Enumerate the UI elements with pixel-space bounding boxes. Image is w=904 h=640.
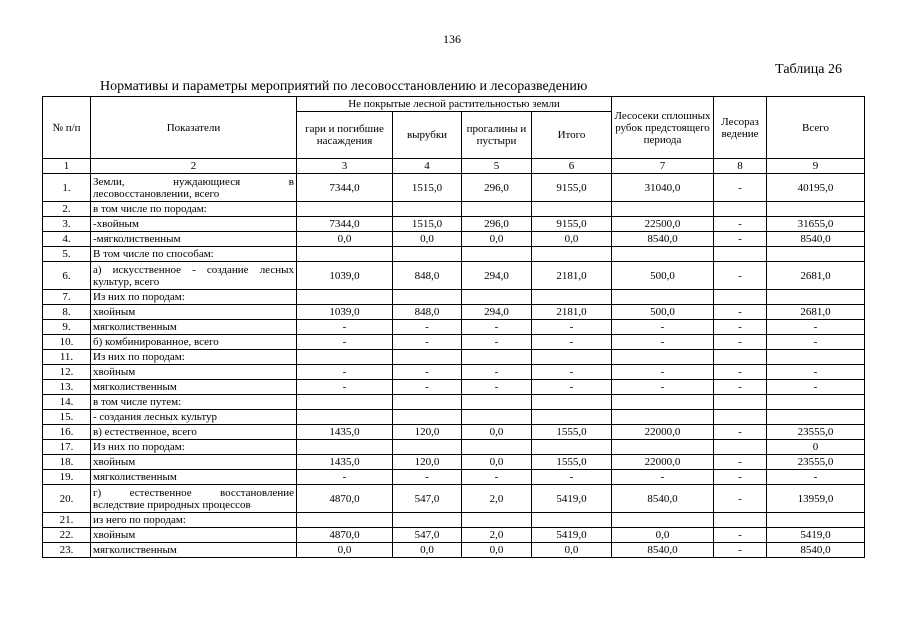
grand-total-value: - [767, 320, 865, 335]
burnt-value: 1039,0 [297, 262, 393, 290]
table-row [43, 528, 865, 543]
burnt-value: 0,0 [297, 543, 393, 558]
indicator-name: хвойным [91, 528, 297, 543]
glades-value: 296,0 [462, 174, 532, 202]
table-label: Таблица 26 [775, 62, 842, 77]
burnt-value: - [297, 470, 393, 485]
table-row [43, 410, 865, 425]
column-number: 1 [43, 159, 91, 174]
group-total-value [532, 202, 612, 217]
table-row [43, 513, 865, 528]
header-cuttings: вырубки [393, 112, 462, 159]
clearcuts-value: 500,0 [612, 262, 714, 290]
burnt-value [297, 247, 393, 262]
glades-value: - [462, 380, 532, 395]
header-indicators: Показатели [91, 97, 297, 159]
afforestation-value: - [714, 365, 767, 380]
clearcuts-value: 31040,0 [612, 174, 714, 202]
clearcuts-value [612, 350, 714, 365]
group-total-value: 1555,0 [532, 455, 612, 470]
cuttings-value: - [393, 470, 462, 485]
group-total-value [532, 395, 612, 410]
header-glades: прогалины и пустыри [462, 112, 532, 159]
afforestation-value: - [714, 380, 767, 395]
page-number: 136 [443, 32, 461, 46]
afforestation-value [714, 410, 767, 425]
table-row [43, 232, 865, 247]
header-burnt: гари и погибшие насаждения [297, 112, 393, 159]
group-total-value [532, 440, 612, 455]
row-number: 12. [43, 365, 91, 380]
group-total-value: 2181,0 [532, 262, 612, 290]
burnt-value [297, 350, 393, 365]
clearcuts-value [612, 440, 714, 455]
cuttings-value [393, 410, 462, 425]
indicator-name: хвойным [91, 305, 297, 320]
clearcuts-value: - [612, 470, 714, 485]
burnt-value: - [297, 380, 393, 395]
column-number: 9 [767, 159, 865, 174]
indicator-name: -хвойным [91, 217, 297, 232]
glades-value [462, 513, 532, 528]
clearcuts-value: - [612, 320, 714, 335]
table-row [43, 202, 865, 217]
afforestation-value: - [714, 543, 767, 558]
cuttings-value [393, 395, 462, 410]
indicator-name: мягколиственным [91, 320, 297, 335]
clearcuts-value: 22500,0 [612, 217, 714, 232]
glades-value [462, 350, 532, 365]
indicator-name: Из них по породам: [91, 440, 297, 455]
indicator-name: мягколиственным [91, 543, 297, 558]
indicator-name: в том числе по породам: [91, 202, 297, 217]
afforestation-value: - [714, 305, 767, 320]
clearcuts-value: - [612, 335, 714, 350]
grand-total-value: - [767, 335, 865, 350]
cuttings-value: 547,0 [393, 485, 462, 513]
glades-value: 294,0 [462, 262, 532, 290]
row-number: 21. [43, 513, 91, 528]
clearcuts-value: 8540,0 [612, 485, 714, 513]
cuttings-value: - [393, 335, 462, 350]
group-total-value [532, 350, 612, 365]
glades-value [462, 440, 532, 455]
grand-total-value: 31655,0 [767, 217, 865, 232]
row-number: 14. [43, 395, 91, 410]
column-number: 3 [297, 159, 393, 174]
clearcuts-value: 8540,0 [612, 543, 714, 558]
cuttings-value: 848,0 [393, 305, 462, 320]
indicator-name: б) комбинированное, всего [91, 335, 297, 350]
grand-total-value: 23555,0 [767, 455, 865, 470]
burnt-value: 4870,0 [297, 485, 393, 513]
row-number: 18. [43, 455, 91, 470]
glades-value: 2,0 [462, 528, 532, 543]
group-total-value: 5419,0 [532, 528, 612, 543]
group-total-value: - [532, 365, 612, 380]
column-number: 4 [393, 159, 462, 174]
group-total-value: 0,0 [532, 232, 612, 247]
grand-total-value: 40195,0 [767, 174, 865, 202]
clearcuts-value [612, 395, 714, 410]
glades-value: - [462, 320, 532, 335]
row-number: 19. [43, 470, 91, 485]
burnt-value: 1435,0 [297, 425, 393, 440]
table-row [43, 335, 865, 350]
clearcuts-value: 8540,0 [612, 232, 714, 247]
row-number: 2. [43, 202, 91, 217]
table-row [43, 365, 865, 380]
indicator-name: -мягколиственным [91, 232, 297, 247]
column-number: 5 [462, 159, 532, 174]
table-row [43, 455, 865, 470]
table-row [43, 305, 865, 320]
indicator-name: а) искусственное - создание лесных культур, всего [91, 262, 297, 290]
glades-value: - [462, 335, 532, 350]
grand-total-value: 2681,0 [767, 305, 865, 320]
afforestation-value [714, 247, 767, 262]
grand-total-value [767, 395, 865, 410]
afforestation-value: - [714, 485, 767, 513]
afforestation-value [714, 395, 767, 410]
row-number: 5. [43, 247, 91, 262]
clearcuts-value [612, 202, 714, 217]
indicator-name: хвойным [91, 365, 297, 380]
grand-total-value: 2681,0 [767, 262, 865, 290]
afforestation-value: - [714, 174, 767, 202]
row-number: 22. [43, 528, 91, 543]
table-row [43, 470, 865, 485]
table-row [43, 262, 865, 290]
group-total-value: 9155,0 [532, 174, 612, 202]
indicator-name: Из них по породам: [91, 350, 297, 365]
group-total-value: 5419,0 [532, 485, 612, 513]
table-row [43, 485, 865, 513]
header-afforestation: Лесораз ведение [714, 97, 767, 159]
column-number: 2 [91, 159, 297, 174]
afforestation-value [714, 350, 767, 365]
column-number: 7 [612, 159, 714, 174]
group-total-value: 9155,0 [532, 217, 612, 232]
glades-value [462, 395, 532, 410]
afforestation-value: - [714, 455, 767, 470]
burnt-value: 7344,0 [297, 174, 393, 202]
indicator-name: Земли, нуждающиеся в лесовосстановлении, всего [91, 174, 297, 202]
afforestation-value: - [714, 217, 767, 232]
burnt-value [297, 290, 393, 305]
row-number: 3. [43, 217, 91, 232]
grand-total-value [767, 202, 865, 217]
cuttings-value: 848,0 [393, 262, 462, 290]
cuttings-value [393, 513, 462, 528]
row-number: 6. [43, 262, 91, 290]
grand-total-value: 0 [767, 440, 865, 455]
group-total-value [532, 290, 612, 305]
clearcuts-value: - [612, 365, 714, 380]
afforestation-value: - [714, 262, 767, 290]
group-total-value: 1555,0 [532, 425, 612, 440]
burnt-value: 0,0 [297, 232, 393, 247]
cuttings-value [393, 440, 462, 455]
cuttings-value [393, 202, 462, 217]
grand-total-value [767, 247, 865, 262]
cuttings-value: 0,0 [393, 232, 462, 247]
afforestation-value: - [714, 528, 767, 543]
group-total-value: 0,0 [532, 543, 612, 558]
burnt-value [297, 513, 393, 528]
glades-value: - [462, 365, 532, 380]
glades-value [462, 290, 532, 305]
group-total-value [532, 410, 612, 425]
clearcuts-value: - [612, 380, 714, 395]
column-number-row [43, 159, 865, 174]
indicator-name: Из них по породам: [91, 290, 297, 305]
table-row [43, 543, 865, 558]
burnt-value: 1435,0 [297, 455, 393, 470]
grand-total-value: 8540,0 [767, 232, 865, 247]
cuttings-value: 120,0 [393, 425, 462, 440]
grand-total-value: 8540,0 [767, 543, 865, 558]
cuttings-value: 547,0 [393, 528, 462, 543]
afforestation-value: - [714, 335, 767, 350]
cuttings-value: 120,0 [393, 455, 462, 470]
cuttings-value: 1515,0 [393, 174, 462, 202]
cuttings-value: 1515,0 [393, 217, 462, 232]
row-number: 1. [43, 174, 91, 202]
burnt-value [297, 395, 393, 410]
clearcuts-value [612, 290, 714, 305]
glades-value: 0,0 [462, 425, 532, 440]
afforestation-value: - [714, 232, 767, 247]
glades-value: 294,0 [462, 305, 532, 320]
cuttings-value [393, 290, 462, 305]
table-row [43, 217, 865, 232]
glades-value: 0,0 [462, 455, 532, 470]
burnt-value: 1039,0 [297, 305, 393, 320]
header-num: № п/п [43, 97, 91, 159]
table-row [43, 380, 865, 395]
cuttings-value: - [393, 380, 462, 395]
burnt-value [297, 440, 393, 455]
burnt-value [297, 202, 393, 217]
row-number: 7. [43, 290, 91, 305]
glades-value: 0,0 [462, 543, 532, 558]
indicator-name: в) естественное, всего [91, 425, 297, 440]
row-number: 20. [43, 485, 91, 513]
clearcuts-value: 22000,0 [612, 455, 714, 470]
grand-total-value: - [767, 365, 865, 380]
group-total-value [532, 247, 612, 262]
column-number: 8 [714, 159, 767, 174]
burnt-value [297, 410, 393, 425]
glades-value: - [462, 470, 532, 485]
cuttings-value: 0,0 [393, 543, 462, 558]
table-row [43, 247, 865, 262]
norms-table [42, 96, 865, 558]
header-total-group: Итого [532, 112, 612, 159]
group-total-value: - [532, 335, 612, 350]
glades-value [462, 247, 532, 262]
row-number: 10. [43, 335, 91, 350]
header-clearcuts: Лесосеки сплошных рубок предстоящего периода [612, 97, 714, 159]
group-total-value: - [532, 470, 612, 485]
group-total-value: - [532, 380, 612, 395]
afforestation-value: - [714, 320, 767, 335]
group-total-value: 2181,0 [532, 305, 612, 320]
header-row-top [43, 97, 865, 112]
grand-total-value: 23555,0 [767, 425, 865, 440]
cuttings-value [393, 350, 462, 365]
row-number: 15. [43, 410, 91, 425]
indicator-name: мягколиственным [91, 470, 297, 485]
indicator-name: хвойным [91, 455, 297, 470]
table-row [43, 350, 865, 365]
table-row [43, 320, 865, 335]
clearcuts-value [612, 513, 714, 528]
header-group: Не покрытые лесной растительностью земли [297, 97, 612, 112]
row-number: 16. [43, 425, 91, 440]
clearcuts-value: 0,0 [612, 528, 714, 543]
cuttings-value: - [393, 320, 462, 335]
document-title: Нормативы и параметры мероприятий по лесовосстановлению и лесоразведению [100, 79, 588, 94]
glades-value: 296,0 [462, 217, 532, 232]
group-total-value [532, 513, 612, 528]
row-number: 9. [43, 320, 91, 335]
afforestation-value: - [714, 425, 767, 440]
indicator-name: - создания лесных культур [91, 410, 297, 425]
glades-value [462, 410, 532, 425]
burnt-value: - [297, 320, 393, 335]
row-number: 17. [43, 440, 91, 455]
afforestation-value [714, 513, 767, 528]
afforestation-value [714, 202, 767, 217]
glades-value: 2,0 [462, 485, 532, 513]
indicator-name: г) естественное восстановление вследствие природных процессов [91, 485, 297, 513]
table-row [43, 395, 865, 410]
grand-total-value [767, 410, 865, 425]
row-number: 11. [43, 350, 91, 365]
row-number: 13. [43, 380, 91, 395]
grand-total-value [767, 350, 865, 365]
grand-total-value: - [767, 380, 865, 395]
indicator-name: В том числе по способам: [91, 247, 297, 262]
afforestation-value [714, 290, 767, 305]
cuttings-value [393, 247, 462, 262]
indicator-name: из него по породам: [91, 513, 297, 528]
column-number: 6 [532, 159, 612, 174]
row-number: 23. [43, 543, 91, 558]
grand-total-value [767, 290, 865, 305]
grand-total-value: - [767, 470, 865, 485]
clearcuts-value [612, 247, 714, 262]
burnt-value: - [297, 365, 393, 380]
table-row [43, 290, 865, 305]
clearcuts-value: 22000,0 [612, 425, 714, 440]
clearcuts-value: 500,0 [612, 305, 714, 320]
row-number: 8. [43, 305, 91, 320]
glades-value: 0,0 [462, 232, 532, 247]
burnt-value: 7344,0 [297, 217, 393, 232]
table-row [43, 425, 865, 440]
header-grand-total: Всего [767, 97, 865, 159]
burnt-value: - [297, 335, 393, 350]
indicator-name: в том числе путем: [91, 395, 297, 410]
table-row [43, 440, 865, 455]
indicator-name: мягколиственным [91, 380, 297, 395]
cuttings-value: - [393, 365, 462, 380]
row-number: 4. [43, 232, 91, 247]
afforestation-value: - [714, 470, 767, 485]
afforestation-value [714, 440, 767, 455]
burnt-value: 4870,0 [297, 528, 393, 543]
group-total-value: - [532, 320, 612, 335]
glades-value [462, 202, 532, 217]
grand-total-value: 5419,0 [767, 528, 865, 543]
clearcuts-value [612, 410, 714, 425]
grand-total-value [767, 513, 865, 528]
table-row [43, 174, 865, 202]
grand-total-value: 13959,0 [767, 485, 865, 513]
